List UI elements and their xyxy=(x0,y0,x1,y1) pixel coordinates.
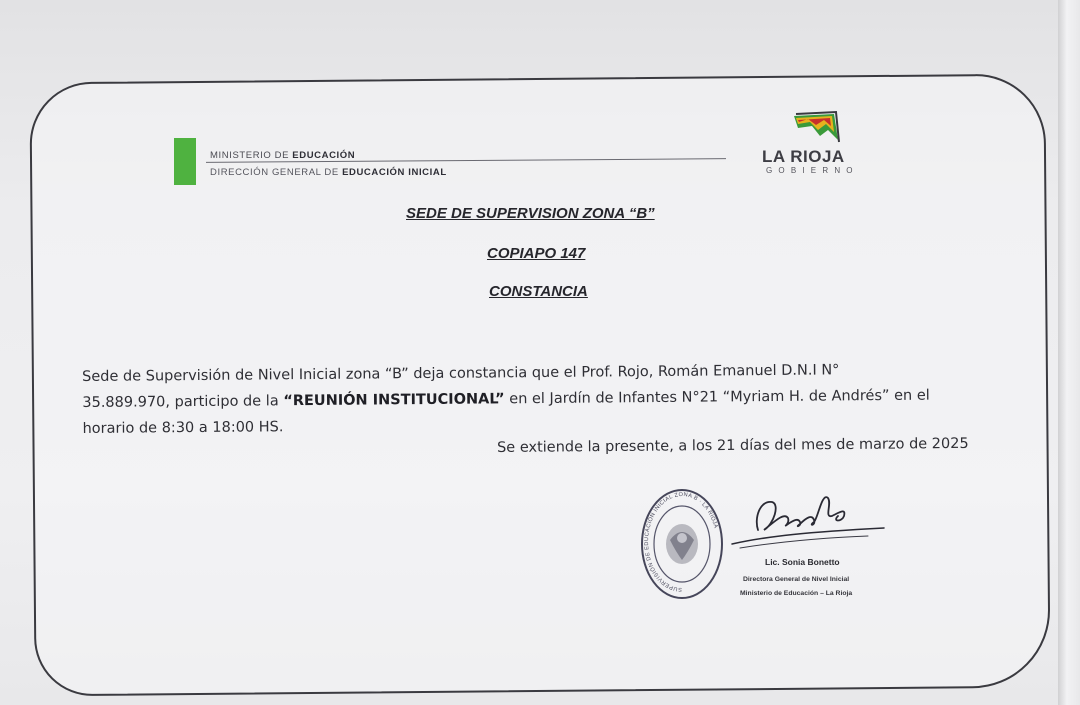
direction-name: DIRECCIÓN GENERAL DE EDUCACIÓN INICIAL xyxy=(210,167,447,178)
body-line-3: horario de 8:30 a 18:00 HS. xyxy=(82,419,284,437)
la-rioja-logo-subtitle: GOBIERNO xyxy=(766,166,859,175)
closing-statement: Se extiende la presente, a los 21 días del mes de marzo de 2025 xyxy=(497,435,969,456)
seal-text: SUPERVISIÓN DE EDUCACIÓN INICIAL ZONA B · LA RIOJA xyxy=(644,491,719,593)
signatory-name: Lic. Sonia Bonetto xyxy=(765,557,840,567)
address-title: COPIAPO 147 xyxy=(487,245,586,262)
document-title: CONSTANCIA xyxy=(489,283,588,300)
certificate-body xyxy=(82,356,983,442)
body-line-2: 35.889.970, participo de la “REUNIÓN INSTITUCIONAL” en el Jardín de Infantes N°21 “Myriam H. de Andrés” en el xyxy=(82,387,930,411)
body-line-1: Sede de Supervisión de Nivel Inicial zona “B” deja constancia que el Prof. Rojo, Román Emanuel D.N.I N° xyxy=(82,362,840,385)
ministry-name: MINISTERIO DE EDUCACIÓN xyxy=(210,150,356,161)
official-seal-icon xyxy=(640,488,724,606)
la-rioja-logo-title: LA RIOJA xyxy=(762,147,845,166)
ministry-green-bar xyxy=(174,138,196,185)
event-name: “REUNIÓN INSTITUCIONAL” xyxy=(283,391,505,410)
sede-title: SEDE DE SUPERVISION ZONA “B” xyxy=(406,205,655,222)
la-rioja-logo-icon xyxy=(790,110,842,148)
signatory-role: Directora General de Nivel Inicial xyxy=(743,576,850,583)
signatory-organization: Ministerio de Educación – La Rioja xyxy=(740,590,853,597)
handwritten-signature-icon xyxy=(728,478,888,558)
paper-edge xyxy=(1058,0,1080,705)
